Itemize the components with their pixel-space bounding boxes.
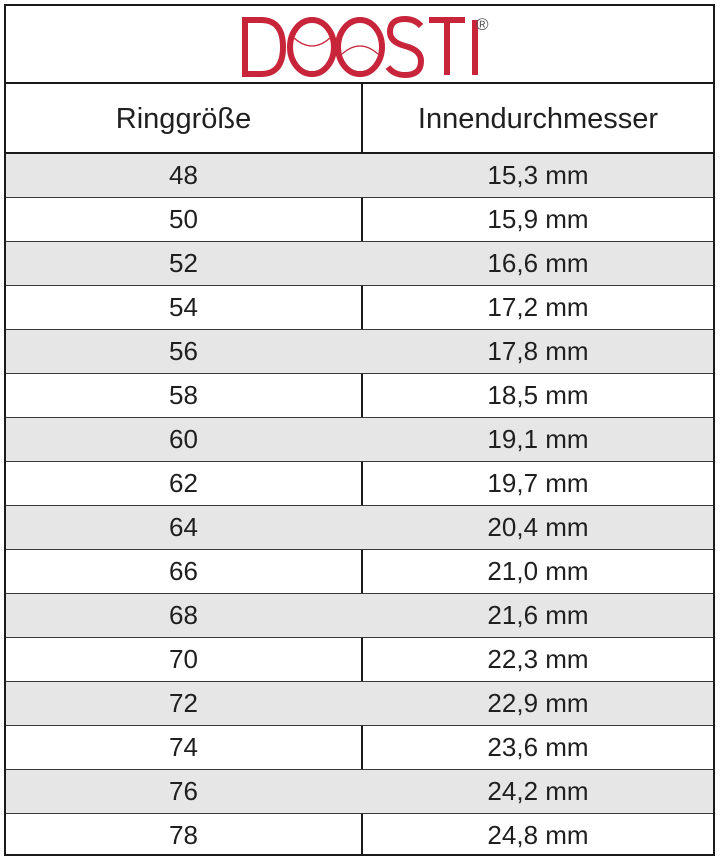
diameter-cell: 19,1 mm xyxy=(487,424,589,454)
diameter-cell: 21,6 mm xyxy=(487,600,589,630)
diameter-cell: 20,4 mm xyxy=(487,512,589,542)
ring-size-cell: 64 xyxy=(169,512,198,542)
diameter-cell: 15,9 mm xyxy=(487,204,589,234)
header-ring-size: Ringgröße xyxy=(115,102,252,135)
diameter-cell: 16,6 mm xyxy=(487,248,589,278)
table-header-row xyxy=(6,84,713,154)
ring-size-cell: 78 xyxy=(169,820,198,850)
table-row xyxy=(6,462,713,506)
diameter-cell: 23,6 mm xyxy=(487,732,589,762)
size-chart-frame xyxy=(4,4,715,856)
logo-header xyxy=(6,6,713,84)
ring-size-cell: 76 xyxy=(169,776,198,806)
ring-size-cell: 74 xyxy=(169,732,198,762)
ring-size-cell: 58 xyxy=(169,380,198,410)
ring-size-cell: 72 xyxy=(169,688,198,718)
table-row xyxy=(6,418,713,462)
diameter-cell: 24,2 mm xyxy=(487,776,589,806)
table-row xyxy=(6,330,713,374)
table-row xyxy=(6,814,713,858)
ring-size-cell: 70 xyxy=(169,644,198,674)
diameter-cell: 24,8 mm xyxy=(487,820,589,850)
diameter-cell: 19,7 mm xyxy=(487,468,589,498)
registered-mark: ® xyxy=(476,15,489,34)
table-row xyxy=(6,638,713,682)
diameter-cell: 22,3 mm xyxy=(487,644,589,674)
table-row xyxy=(6,374,713,418)
table-row xyxy=(6,506,713,550)
ring-size-cell: 50 xyxy=(169,204,198,234)
ring-size-cell: 62 xyxy=(169,468,198,498)
header-inner-diameter: Innendurchmesser xyxy=(417,102,659,135)
ring-size-cell: 52 xyxy=(169,248,198,278)
table-row xyxy=(6,726,713,770)
table-row xyxy=(6,770,713,814)
table-row xyxy=(6,682,713,726)
table-row xyxy=(6,242,713,286)
doosti-logo xyxy=(239,14,499,80)
diameter-cell: 18,5 mm xyxy=(487,380,589,410)
ring-size-cell: 60 xyxy=(169,424,198,454)
table-row xyxy=(6,550,713,594)
ring-size-cell: 66 xyxy=(169,556,198,586)
ring-size-cell: 56 xyxy=(169,336,198,366)
table-row xyxy=(6,154,713,198)
table-row xyxy=(6,198,713,242)
table-row xyxy=(6,286,713,330)
diameter-cell: 17,8 mm xyxy=(487,336,589,366)
diameter-cell: 22,9 mm xyxy=(487,688,589,718)
table-row xyxy=(6,594,713,638)
diameter-cell: 17,2 mm xyxy=(487,292,589,322)
ring-size-cell: 54 xyxy=(169,292,198,322)
diameter-cell: 21,0 mm xyxy=(487,556,589,586)
ring-size-cell: 68 xyxy=(169,600,198,630)
diameter-cell: 15,3 mm xyxy=(487,160,589,190)
ring-size-cell: 48 xyxy=(169,160,198,190)
